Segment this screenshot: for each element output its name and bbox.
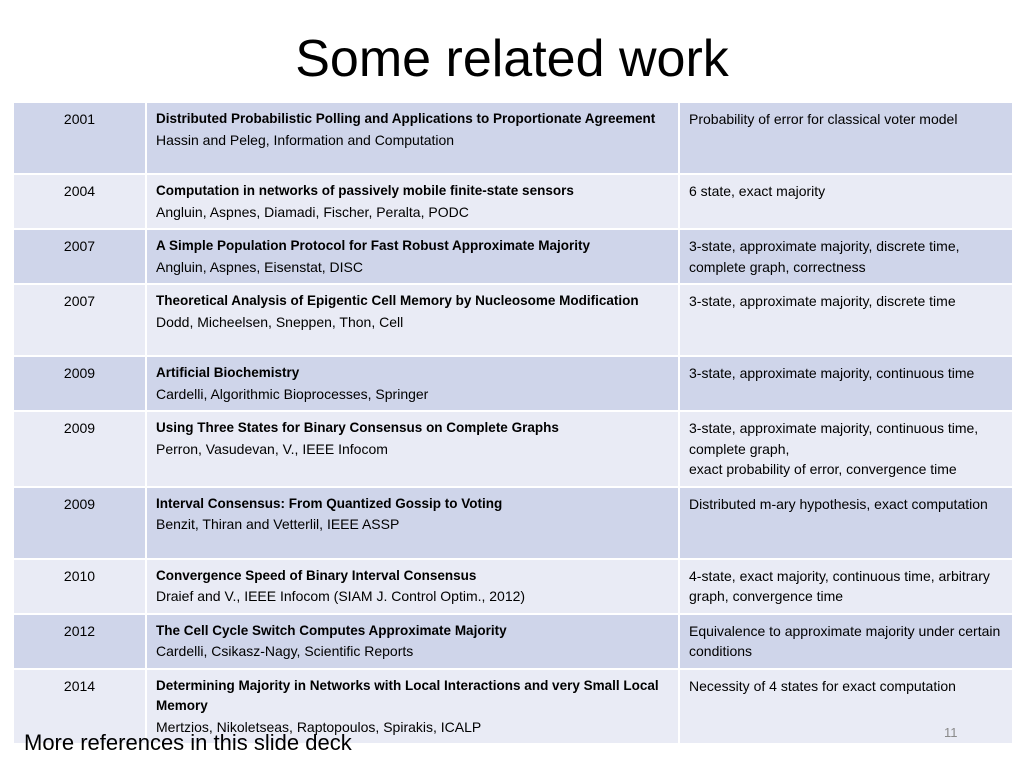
year-cell: 2010 — [13, 559, 146, 614]
paper-authors: Hassin and Peleg, Information and Computation — [156, 131, 455, 148]
paper-title: A Simple Population Protocol for Fast Robust Approximate Majority — [156, 238, 591, 253]
paper-title: Artificial Biochemistry — [156, 365, 300, 380]
reference-cell — [146, 229, 679, 284]
notes-cell: Distributed m-ary hypothesis, exact computation — [679, 487, 1013, 559]
paper-title: The Cell Cycle Switch Computes Approximate Majority — [156, 622, 507, 638]
year-cell: 2001 — [13, 102, 146, 174]
related-work-table — [12, 101, 1014, 745]
table-row — [13, 229, 1013, 284]
reference-cell — [146, 559, 679, 614]
table-row — [13, 102, 1013, 174]
paper-title: Convergence Speed of Binary Interval Consensus — [156, 567, 477, 583]
reference-cell — [146, 411, 679, 487]
notes-cell: 3-state, approximate majority, discrete time, complete graph, correctness — [679, 229, 1013, 284]
notes-cell: 3-state, approximate majority, discrete time — [679, 284, 1013, 356]
notes-cell: Equivalence to approximate majority under certain conditions — [679, 614, 1013, 669]
table-row — [13, 411, 1013, 487]
reference-cell — [146, 487, 679, 559]
notes-cell: 3-state, approximate majority, continuous time — [679, 356, 1013, 411]
paper-title: Distributed Probabilistic Polling and Applications to Proportionate Agreement — [156, 111, 656, 126]
paper-title: Interval Consensus: From Quantized Gossip to Voting — [156, 495, 503, 511]
paper-authors: Angluin, Aspnes, Eisenstat, DISC — [156, 258, 363, 275]
paper-authors: Angluin, Aspnes, Diamadi, Fischer, Peralta, PODC — [156, 203, 469, 220]
notes-cell: Necessity of 4 states for exact computation — [679, 669, 1013, 745]
paper-title: Theoretical Analysis of Epigentic Cell Memory by Nucleosome Modification — [156, 293, 639, 308]
year-cell: 2007 — [13, 229, 146, 284]
notes-cell — [679, 411, 1013, 487]
table-row — [13, 174, 1013, 229]
notes-cell: Probability of error for classical voter model — [679, 102, 1013, 174]
year-cell: 2009 — [13, 411, 146, 487]
footer-note: More references in this slide deck — [24, 730, 352, 755]
paper-authors: Cardelli, Csikasz-Nagy, Scientific Reports — [156, 643, 414, 659]
paper-title: Using Three States for Binary Consensus on Complete Graphs — [156, 420, 559, 435]
paper-authors: Benzit, Thiran and Vetterlil, IEEE ASSP — [156, 516, 400, 532]
table-row — [13, 356, 1013, 411]
table-row — [13, 614, 1013, 669]
slide-number: 11 — [944, 725, 958, 740]
paper-title: Determining Majority in Networks with Local Interactions and very Small Local Memory — [156, 677, 659, 713]
year-cell: 2014 — [13, 669, 146, 745]
year-cell: 2004 — [13, 174, 146, 229]
notes-cell: 4-state, exact majority, continuous time, arbitrary graph, convergence time — [679, 559, 1013, 614]
year-cell: 2009 — [13, 487, 146, 559]
paper-authors: Perron, Vasudevan, V., IEEE Infocom — [156, 440, 388, 457]
year-cell: 2007 — [13, 284, 146, 356]
paper-authors: Mertzios, Nikoletseas, Raptopoulos, Spirakis, ICALP — [156, 718, 482, 735]
reference-cell — [146, 102, 679, 174]
year-cell: 2009 — [13, 356, 146, 411]
year-cell: 2012 — [13, 614, 146, 669]
paper-title: Computation in networks of passively mobile finite-state sensors — [156, 183, 574, 198]
notes-line: exact probability of error, convergence time — [689, 461, 957, 477]
reference-cell — [146, 356, 679, 411]
reference-cell — [146, 174, 679, 229]
paper-authors: Cardelli, Algorithmic Bioprocesses, Springer — [156, 385, 429, 402]
reference-cell — [146, 284, 679, 356]
reference-cell — [146, 614, 679, 669]
table-row — [13, 284, 1013, 356]
table-row — [13, 559, 1013, 614]
slide-title: Some related work — [295, 30, 729, 88]
paper-authors: Draief and V., IEEE Infocom (SIAM J. Control Optim., 2012) — [156, 588, 526, 604]
table-row — [13, 487, 1013, 559]
notes-cell: 6 state, exact majority — [679, 174, 1013, 229]
paper-authors: Dodd, Micheelsen, Sneppen, Thon, Cell — [156, 313, 404, 330]
notes-line: 3-state, approximate majority, continuous time, complete graph, — [689, 420, 979, 457]
